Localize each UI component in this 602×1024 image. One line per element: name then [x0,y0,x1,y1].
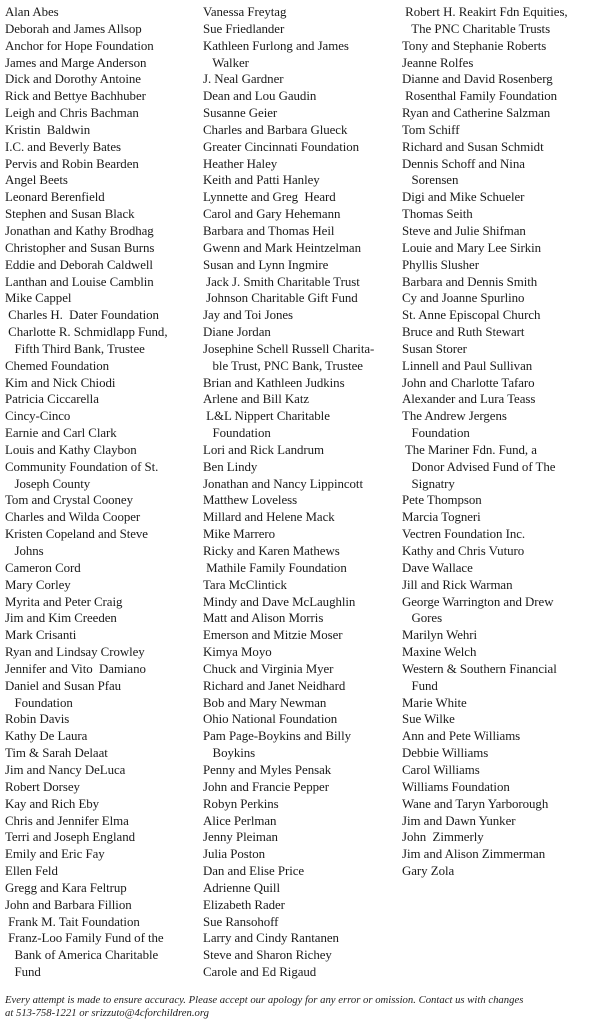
disclaimer-line-1: Every attempt is made to ensure accuracy. Please accept our apology for any error or omission. Contact us with changes [5,994,524,1006]
donor-name: Mindy and Dave McLaughlin [203,594,356,609]
donor-name: John Zimmerly [402,830,484,845]
donor-name: Vanessa Freytag [203,5,287,19]
donor-name: Tara McClintick [203,577,287,592]
donor-name: Thomas Seith [402,207,473,222]
donor-name: Kathleen Furlong and James Walker [203,38,349,70]
donor-name: Jack J. Smith Charitable Trust [203,274,360,289]
donor-name: I.C. and Beverly Bates [5,139,121,154]
donor-name: Ryan and Lindsay Crowley [5,645,145,660]
donor-name: Alice Perlman [203,813,277,828]
donor-name: Brian and Kathleen Judkins [203,375,345,390]
donor-name: J. Neal Gardner [203,72,284,87]
donor-name: Arlene and Bill Katz [203,392,310,407]
donor-name: Patricia Ciccarella [5,392,99,407]
donor-name: Leigh and Chris Bachman [5,106,139,121]
donor-name: Lori and Rick Landrum [203,442,325,457]
donor-name: Daniel and Susan Pfau Foundation [5,678,122,710]
donor-name: Deborah and James Allsop [5,21,142,36]
donor-name: Mark Crisanti [5,628,77,643]
donor-name: Steve and Julie Shifman [402,223,526,238]
donor-name: Larry and Cindy Rantanen [203,931,339,946]
donor-name: Carol Williams [402,762,480,777]
donor-name: Richard and Susan Schmidt [402,139,544,154]
donor-name: Jonathan and Kathy Brodhag [5,223,154,238]
donor-name: Pete Thompson [402,493,482,508]
donor-name: Jeanne Rolfes [402,55,474,70]
donor-name: Emerson and Mitzie Moser [203,628,343,643]
donor-name: Susan and Lynn Ingmire [203,257,329,272]
donor-name: Millard and Helene Mack [203,510,335,525]
donor-name: Earnie and Carl Clark [5,426,117,441]
donor-column-3 [402,4,600,880]
donor-name: Heather Haley [203,156,278,171]
donor-name: Susan Storer [402,341,467,356]
donor-name: Bob and Mary Newman [203,695,327,710]
donor-name: Stephen and Susan Black [5,207,135,222]
donor-name: L&L Nippert Charitable Foundation [206,409,330,441]
donor-name: Robert Dorsey [5,779,80,794]
donor-name: Steve and Sharon Richey [203,948,332,963]
donor-name: Rosenthal Family Foundation [402,89,558,104]
donor-name: Dave Wallace [402,560,473,575]
donor-name: George Warrington and Drew Gores [402,594,554,626]
donor-name: Carole and Ed Rigaud [203,965,317,980]
donor-name: Tom and Crystal Cooney [5,493,133,508]
donor-name: Robert H. Reakirt Fdn Equities, The PNC Charitable Trusts [405,5,568,36]
donor-name: Diane Jordan [203,325,271,340]
donor-name: Digi and Mike Schueler [402,190,525,205]
donor-name: Pervis and Robin Bearden [5,156,139,171]
donor-name: Jay and Toi Jones [203,308,294,323]
donor-name: Tim & Sarah Delaat [5,746,108,761]
donor-name: Jim and Dawn Yunker [402,813,516,828]
donor-name: John and Francie Pepper [203,779,329,794]
donor-name: Sue Friedlander [203,21,285,36]
donor-name: Chemed Foundation [5,358,110,373]
disclaimer-line-2: at 513-758-1221 or srizzuto@4cforchildren.org [5,1007,209,1020]
donor-name: Penny and Myles Pensak [203,762,332,777]
donor-name: Kathy and Chris Vuturo [402,544,525,558]
donor-name: James and Marge Anderson [5,55,147,70]
donor-name: Angel Beets [5,173,68,188]
donor-column-1 [5,4,197,981]
donor-name: Jim and Kim Creeden [5,611,117,626]
donor-name: The Mariner Fdn. Fund, a Donor Advised Fund of The Signatry [404,442,556,491]
donor-name: Robin Davis [5,712,70,727]
donor-name: Julia Poston [203,847,266,862]
donor-name: Marie White [402,695,467,710]
donor-name: Louie and Mary Lee Sirkin [402,240,542,255]
donor-name: Kimya Moyo [203,645,272,660]
donor-name: Bruce and Ruth Stewart [402,325,525,340]
donor-name: Chuck and Virginia Myer [203,661,334,676]
donor-name: Dean and Lou Gaudin [203,89,317,104]
donor-name: Carol and Gary Hehemann [203,207,341,222]
donor-name: Dan and Elise Price [203,864,305,879]
donor-name: Dianne and David Rosenberg [402,72,553,87]
donor-name: Mike Marrero [203,527,276,542]
donor-name: Kristin Baldwin [5,122,91,137]
donor-name: Louis and Kathy Claybon [5,442,137,457]
donor-name: Franz-Loo Family Fund of the Bank of America Charitable Fund [8,931,164,980]
donor-name: Cameron Cord [5,560,81,575]
donor-name: Eddie and Deborah Caldwell [5,257,153,272]
donor-name: Alan Abes [5,5,59,19]
donor-name: Mike Cappel [5,291,72,306]
donor-name: Williams Foundation [402,779,510,794]
donor-name: Cy and Joanne Spurlino [402,291,525,306]
donor-name: Mathile Family Foundation [203,560,347,575]
donor-name: Charlotte R. Schmidlapp Fund, Fifth Third Bank, Trustee [8,325,168,356]
donor-name: Johnson Charitable Gift Fund [203,291,358,306]
donor-name: Barbara and Dennis Smith [402,274,538,289]
donor-name: Lynnette and Greg Heard [203,190,336,205]
donor-name: Kathy De Laura [5,729,88,744]
donor-name: Kay and Rich Eby [5,796,100,811]
donor-name: Debbie Williams [402,746,489,761]
donor-name: Susanne Geier [203,106,278,121]
donor-name: John and Charlotte Tafaro [402,375,535,390]
donor-name: Mary Corley [5,577,71,592]
donor-name: Western & Southern Financial Fund [402,661,557,693]
donor-name: Anchor for Hope Foundation [5,38,154,53]
donor-name: Sue Ransohoff [203,914,279,929]
donor-name: Robyn Perkins [203,796,279,811]
donor-name: Ann and Pete Williams [402,729,521,744]
donor-name: Community Foundation of St. Joseph County [5,459,159,491]
donor-name: Ohio National Foundation [203,712,338,727]
donor-name: Dick and Dorothy Antoine [5,72,141,87]
donor-name: Ryan and Catherine Salzman [402,106,551,121]
donor-name: Jennifer and Vito Damiano [5,661,146,676]
donor-name: Marilyn Wehri [402,628,478,643]
donor-name: Keith and Patti Hanley [203,173,320,188]
donor-name: Myrita and Peter Craig [5,594,123,609]
donor-name: Sue Wilke [402,712,455,727]
donor-name: Kristen Copeland and Steve Johns [5,527,148,558]
donor-name: Kim and Nick Chiodi [5,375,116,390]
donor-name: Marcia Togneri [402,510,481,525]
donor-name: Charles and Wilda Cooper [5,510,141,525]
donor-name: Elizabeth Rader [203,897,285,912]
donor-name: Chris and Jennifer Elma [5,813,129,828]
donor-name: Tom Schiff [402,122,460,137]
donor-name: Dennis Schoff and Nina Sorensen [402,156,525,188]
donor-name: Tony and Stephanie Roberts [402,38,547,53]
donor-name: Rick and Bettye Bachhuber [5,89,146,104]
donor-column-2 [203,4,399,981]
donor-name: Terri and Joseph England [5,830,135,845]
donor-name: Ellen Feld [5,864,58,879]
donor-name: Lanthan and Louise Camblin [5,274,154,289]
donor-name: Jill and Rick Warman [402,577,513,592]
donor-name: Josephine Schell Russell Charita- ble Trust, PNC Bank, Trustee [203,341,375,373]
donor-name: Adrienne Quill [203,880,280,895]
donor-name: Pam Page-Boykins and Billy Boykins [203,729,352,761]
donor-name: Alexander and Lura Teass [402,392,536,407]
donor-name: Vectren Foundation Inc. [402,527,526,542]
donor-name: Gwenn and Mark Heintzelman [203,240,361,255]
donor-name: Barbara and Thomas Heil [203,223,335,238]
disclaimer-footer [5,994,599,1021]
donor-name: Leonard Berenfield [5,190,105,205]
donor-name: Christopher and Susan Burns [5,240,155,255]
donor-name: Frank M. Tait Foundation [5,914,140,929]
donor-name: Gregg and Kara Feltrup [5,880,127,895]
donor-name: John and Barbara Fillion [5,897,132,912]
donor-name: St. Anne Episcopal Church [402,308,541,323]
donor-name: Gary Zola [402,864,455,879]
donor-name: Cincy-Cinco [5,409,71,424]
donor-name: Wane and Taryn Yarborough [402,796,549,811]
donor-name: Richard and Janet Neidhard [203,678,346,693]
donor-name: Charles and Barbara Glueck [203,122,348,137]
donor-name: Jonathan and Nancy Lippincott [203,476,363,491]
donor-name: Charles H. Dater Foundation [5,308,159,323]
donor-name: Jenny Pleiman [203,830,278,845]
donor-name: Emily and Eric Fay [5,847,105,862]
donor-name: Linnell and Paul Sullivan [402,358,533,373]
donor-name: Phyllis Slusher [402,257,479,272]
donor-name: Matt and Alison Morris [203,611,324,626]
donor-name: Ricky and Karen Mathews [203,544,340,558]
donor-name: Jim and Nancy DeLuca [5,762,126,777]
donor-name: Ben Lindy [203,459,258,474]
donor-name: Matthew Loveless [203,493,298,508]
donor-name: Maxine Welch [402,645,477,660]
donor-name: Greater Cincinnati Foundation [203,139,360,154]
donor-name: Jim and Alison Zimmerman [402,847,546,862]
donor-name: The Andrew Jergens Foundation [402,409,507,441]
